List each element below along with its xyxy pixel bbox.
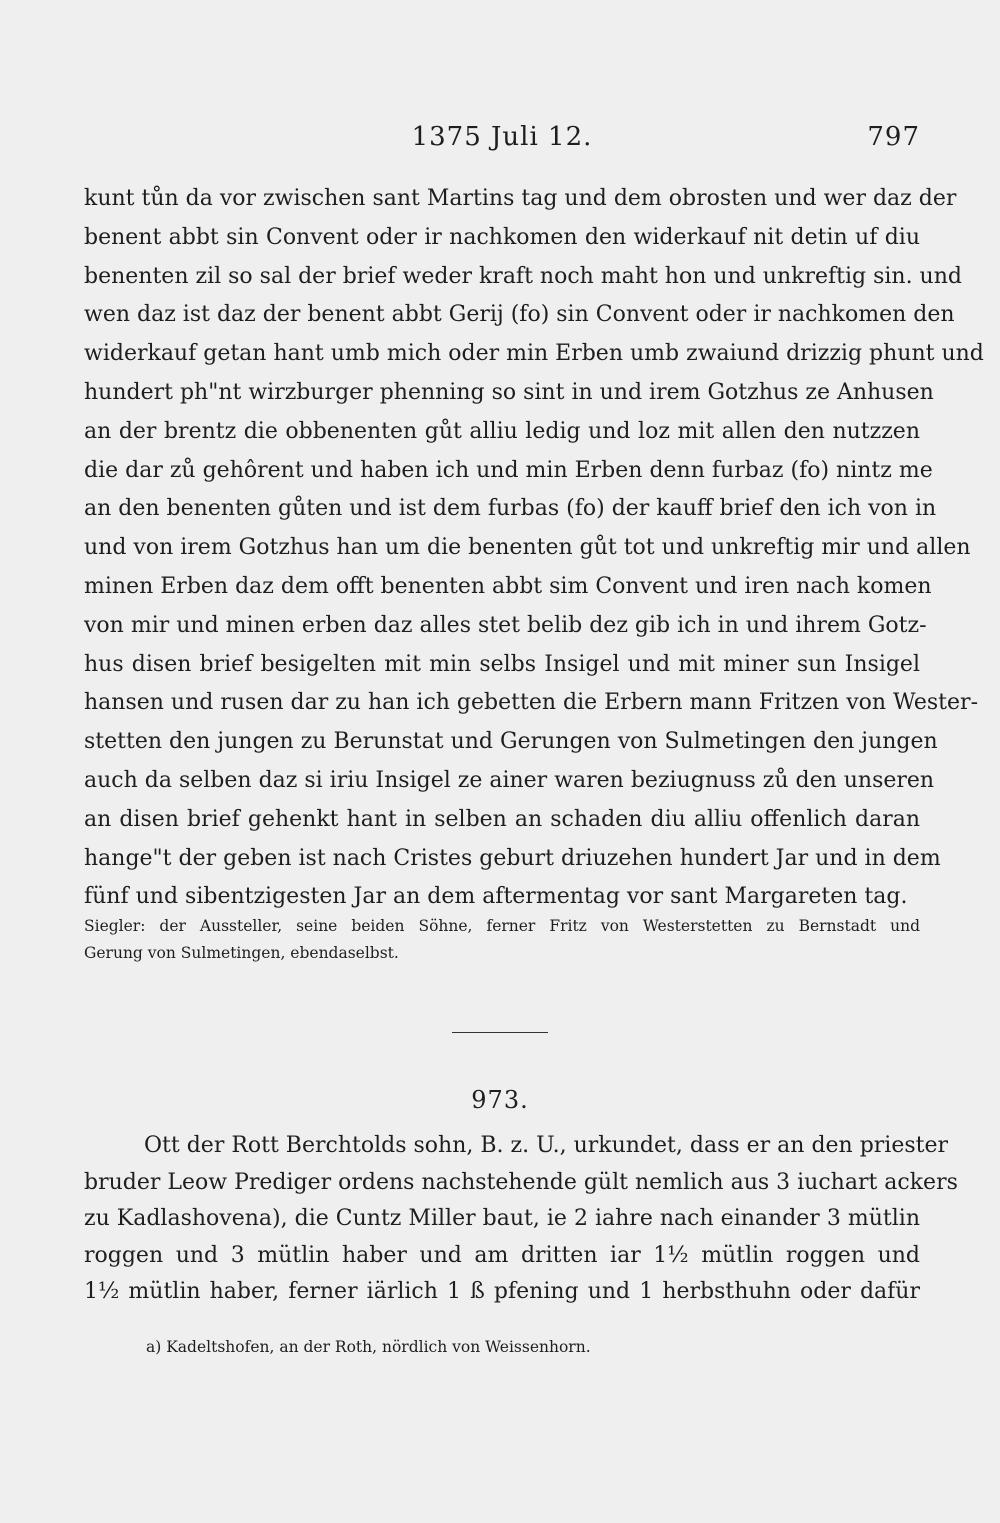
text-line: benenten zil so sal der brief weder kraft noch maht hon und unkreftig sin. und <box>84 263 962 289</box>
running-title: 1375 Juli 12. <box>411 122 593 152</box>
text-line: fünf und sibentzigesten Jar an dem aftermentag vor sant Margareten tag. <box>84 884 908 910</box>
text-line: widerkauf getan hant umb mich oder min Erben umb zwaiund drizzig phunt und <box>84 341 984 367</box>
text-line: wen daz ist daz der benent abbt Gerij (fo) sin Convent oder ir nachkomen den <box>84 302 955 328</box>
text-line: minen Erben daz dem offt benenten abbt sim Convent und iren nach komen <box>84 573 932 599</box>
text-line: hange"t der geben ist nach Cristes geburt driuzehen hundert Jar und in dem <box>84 845 941 871</box>
page-header <box>84 122 920 158</box>
text-line: an der brentz die obbenenten gůt alliu ledig und loz mit allen den nutzzen <box>84 418 920 444</box>
text-line: die dar zů gehôrent und haben ich und min Erben denn furbaz (fo) nintz me <box>84 457 933 483</box>
text-line: Ott der Rott Berchtolds sohn, B. z. U., urkundet, dass er an den priester <box>144 1133 949 1158</box>
section-divider <box>452 1032 548 1033</box>
sealers-note <box>84 913 920 967</box>
text-line: zu Kadlashovena), die Cuntz Miller baut, ie 2 iahre nach einander 3 mütlin <box>84 1206 920 1231</box>
note-line: Siegler: der Aussteller, seine beiden Söhne, ferner Fritz von Westerstetten zu Bernstadt und <box>84 917 920 935</box>
footnote: a) Kadeltshofen, an der Roth, nördlich von Weissenhorn. <box>146 1338 591 1356</box>
text-line: hansen und rusen dar zu han ich gebetten die Erbern mann Fritzen von Wester- <box>84 690 978 716</box>
text-line: von mir und minen erben daz alles stet belib dez gib ich in und ihrem Gotz- <box>84 612 927 638</box>
note-line: Gerung von Sulmetingen, ebendaselbst. <box>84 944 399 962</box>
document-number: 973. <box>471 1086 529 1114</box>
text-line: hundert ph"nt wirzburger phenning so sint in und irem Gotzhus ze Anhusen <box>84 379 934 405</box>
text-line: benent abbt sin Convent oder ir nachkomen den widerkauf nit detin uf diu <box>84 224 920 250</box>
text-line: 1½ mütlin haber, ferner iärlich 1 ß pfening und 1 herbsthuhn oder dafür <box>84 1279 920 1304</box>
text-line: und von irem Gotzhus han um die benenten gůt tot und unkreftig mir und allen <box>84 535 971 561</box>
text-line: bruder Leow Prediger ordens nachstehende gült nemlich aus 3 iuchart ackers <box>84 1169 958 1195</box>
charter-text <box>84 180 984 917</box>
text-line: hus disen brief besigelten mit min selbs Insigel und mit miner sun Insigel <box>84 651 920 677</box>
text-line: an disen brief gehenkt hant in selben an schaden diu alliu offenlich daran <box>84 806 920 832</box>
page-number: 797 <box>867 122 920 152</box>
text-line: stetten den jungen zu Berunstat und Gerungen von Sulmetingen den jungen <box>84 729 938 755</box>
text-line: roggen und 3 mütlin haber und am dritten iar 1½ mütlin roggen und <box>84 1242 920 1268</box>
text-line: an den benenten gůten und ist dem furbas (fo) der kauff brief den ich von in <box>84 496 937 522</box>
text-line: auch da selben daz si iriu Insigel ze ainer waren beziugnuss zů den unseren <box>84 767 935 793</box>
regest-text <box>84 1128 958 1311</box>
text-line: kunt tůn da vor zwischen sant Martins tag und dem obrosten und wer daz der <box>84 186 957 211</box>
